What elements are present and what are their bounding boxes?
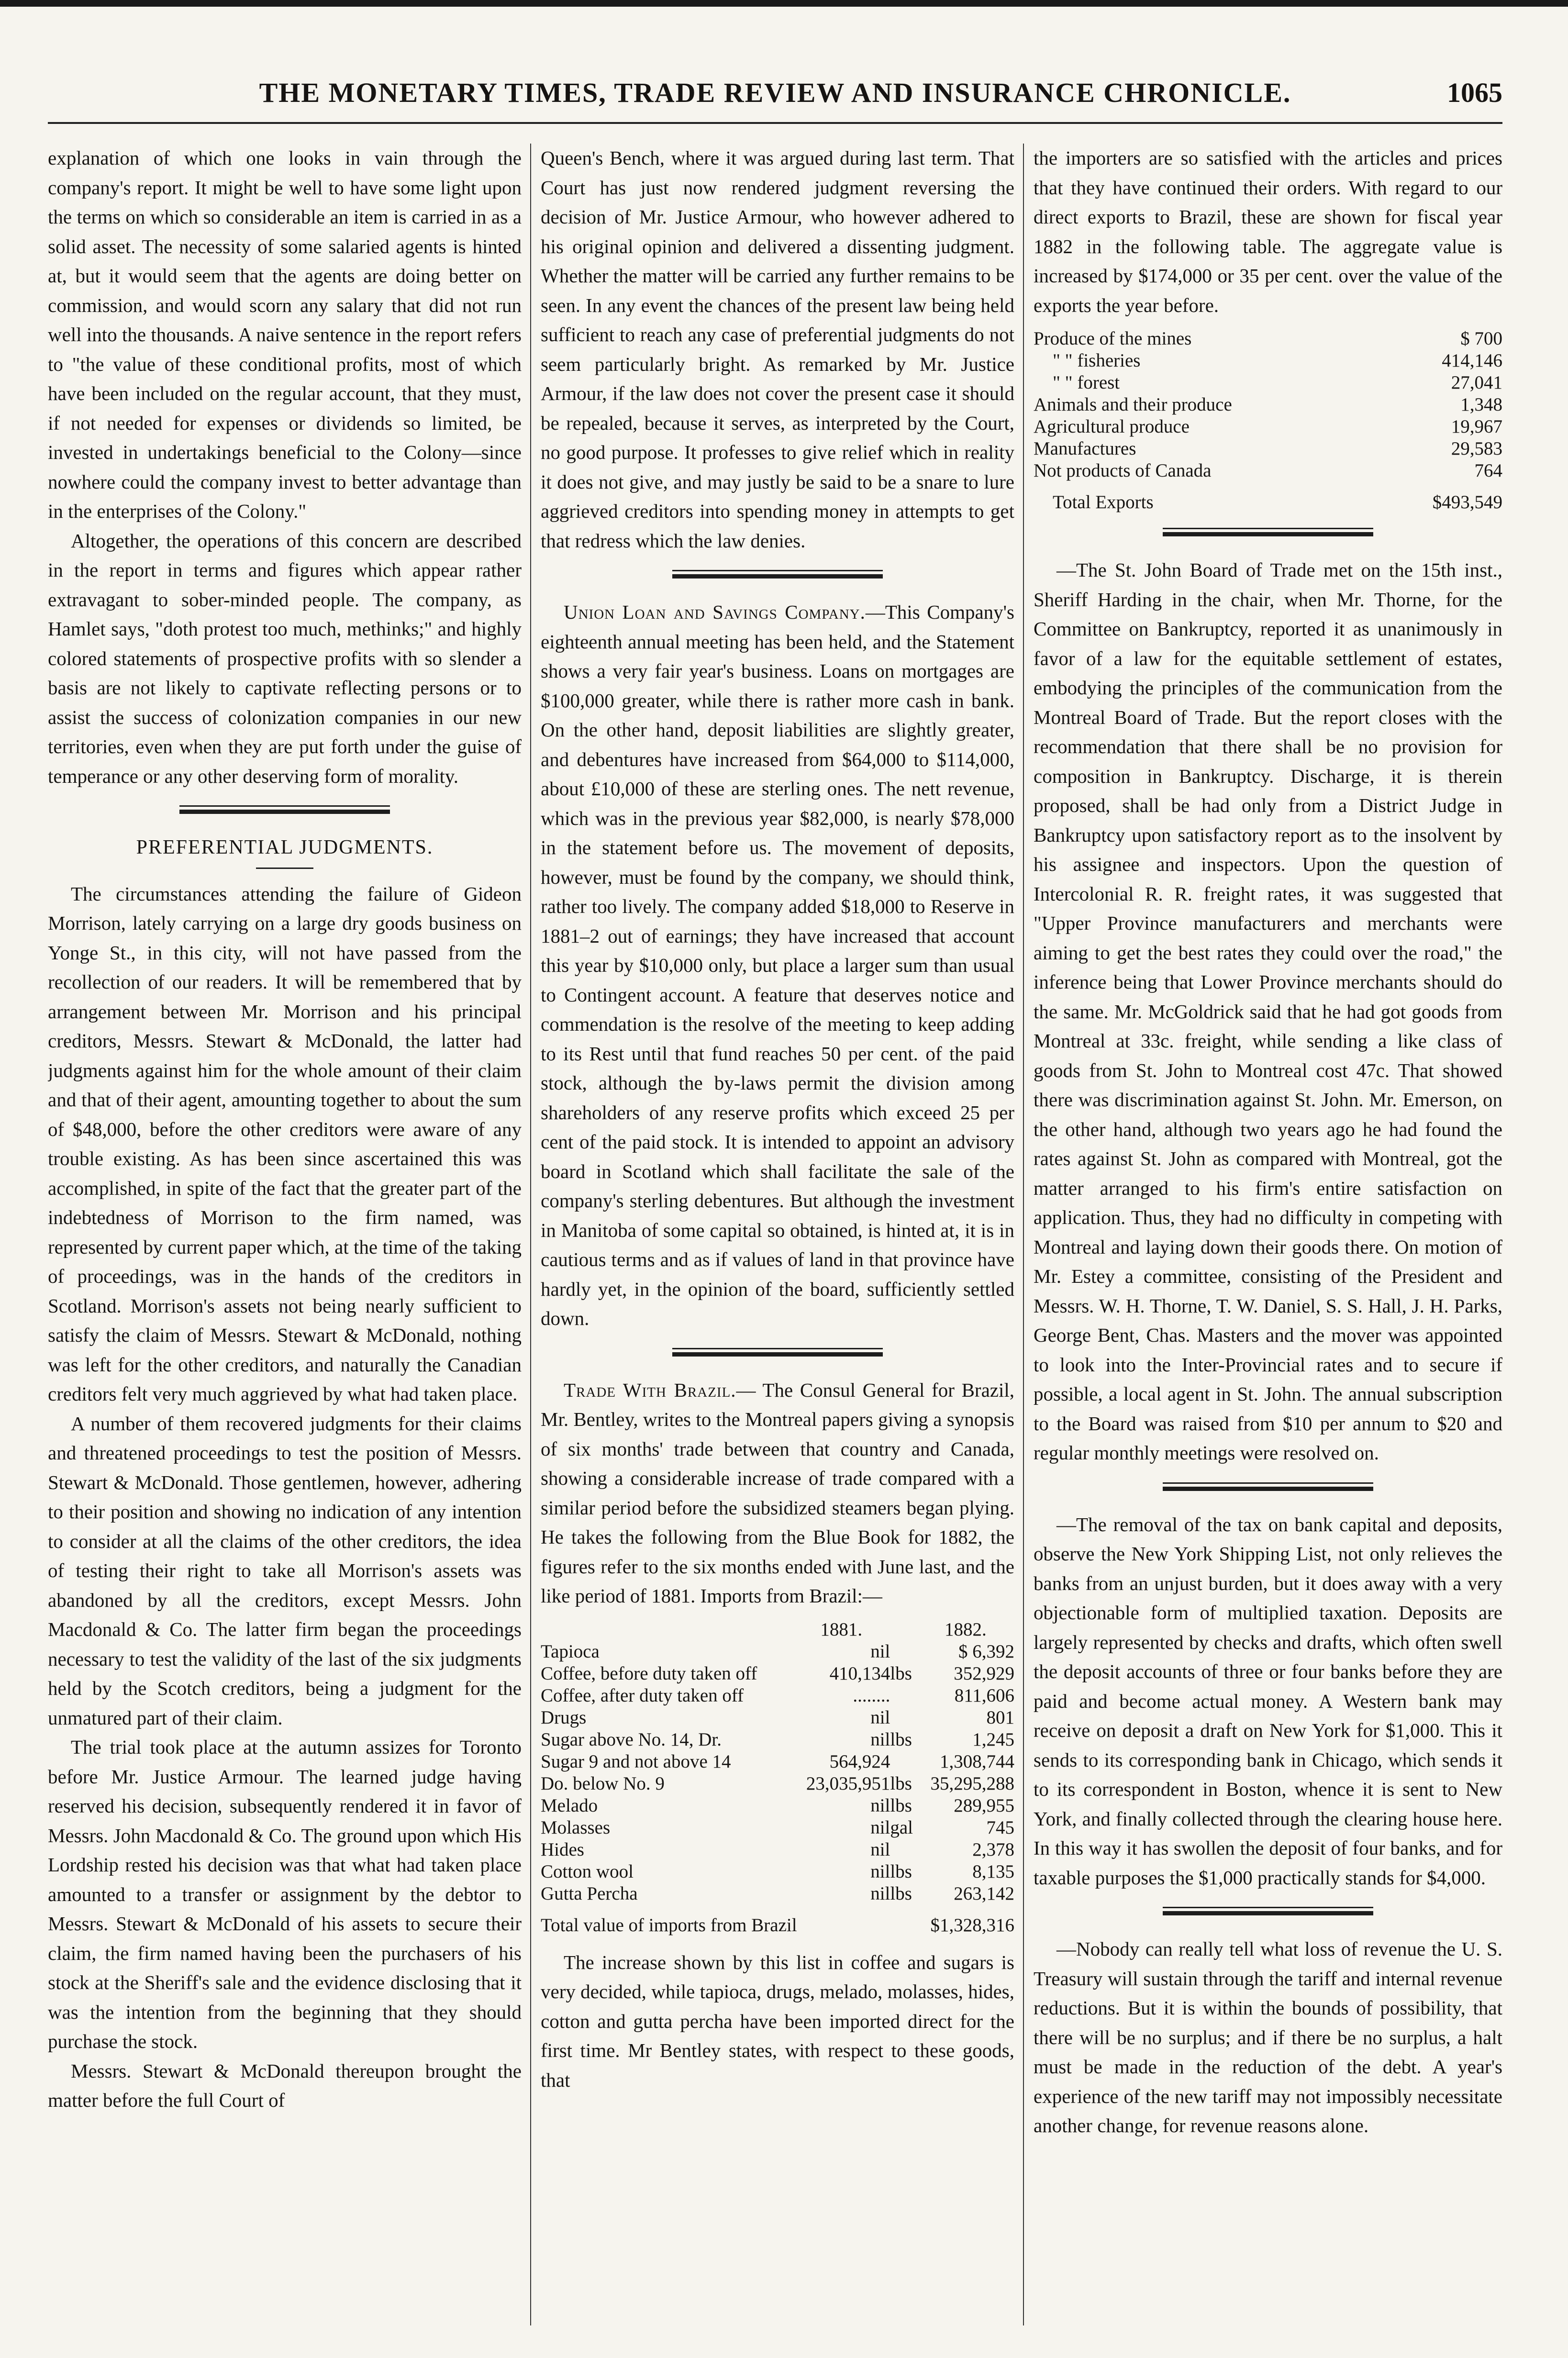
table-row: [541, 1729, 1014, 1751]
section-heading: PREFERENTIAL JUDGMENTS.: [136, 836, 434, 858]
row-label: Sugar 9 and not above 14: [541, 1751, 731, 1772]
value-1882: 263,142: [954, 1883, 1014, 1904]
paragraph: explanation of which one looks in vain through the company's report. It might be well to have some light upon the terms on which so considerable an item is carried in as a solid asset. The necessity of some salaried agents is hinted at, but it would seem that the agents are doing better on commission, and would scorn any salary that did not run well into the thousands. A naive sentence in the report refers to "the value of these conditional profits, most of which have been included on the regular account, that they must, if not needed for expenses or dividends so limited, be invested in undertakings beneficial to the Colony—since nowhere could the company invest to better advantage than in the enterprises of the Colony.": [48, 147, 522, 522]
column-right: [1034, 144, 1502, 2325]
item-text: —This Company's eighteenth annual meeting has been held, and the Statement shows a very fair year's business. Loans on mortgages are $100,000 greater, while there is rather more cash in bank. On the other hand, deposit liabilities are slightly greater, and debentures have increased from $64,000 to $114,000, about £10,000 of these are sterling ones. The nett revenue, which was in the previous year $82,000, is nearly $78,000 in the statement before us. The movement of deposits, however, must be found by the company, we should think, rather too lively. The company added $18,000 to Reserve in 1881–2 out of earnings; they have increased that account this year by $10,000 only, but place a larger sum than usual to Contingent account. A feature that deserves notice and commendation is the resolve of the meeting to keep adding to its Rest until that fund reaches 50 per cent. of the paid stock, although the by-laws permit the division among shareholders of any reserve profits which exceed 25 per cent of the paid stock. It is intended to appoint an advisory board in Scotland which shall facilitate the sale of the company's sterling debentures. But although the investment in Manitoba of some capital so obtained, is hinted at, it is in cautious terms and as if values of land in that province have hardly yet, in the opinion of the board, sufficiently settled down.: [541, 601, 1014, 1329]
row-label: Melado: [541, 1795, 598, 1816]
row-label: Coffee, after duty taken off: [541, 1685, 744, 1706]
row-label: Coffee, before duty taken off: [541, 1663, 757, 1684]
paragraph: Queen's Bench, where it was argued during last term. That Court has just now rendered judgment reversing the decision of Mr. Justice Armour, who however adhered to his original opinion and delivered a dissenting judgment. Whether the matter will be carried any further remains to be seen. In any event the chances of the present law being held sufficient to reach any case of preferential judgments do not seem particularly bright. As remarked by Mr. Justice Armour, if the law does not cover the present case it should be repealed, because it serves, as interpreted by the Court, no good purpose. It professes to give relief which in reality it does not give, and may justly be said to be a snare to lure aggrieved creditors into spending money in attempts to get that redress which the law denies.: [541, 147, 1014, 552]
row-value: 29,583: [1451, 438, 1502, 459]
value-1881: nil: [870, 1839, 890, 1860]
row-value: 1,348: [1460, 394, 1502, 415]
top-border: [0, 0, 1568, 7]
paragraph: Messrs. Stewart & McDonald thereupon brought the matter before the full Court of: [48, 2059, 522, 2111]
value-1882: 801: [986, 1707, 1014, 1728]
total-label: Total Exports: [1053, 492, 1154, 512]
row-value: 414,146: [1442, 350, 1502, 371]
header-rule: [48, 122, 1502, 124]
total-label: Total value of imports from Brazil: [541, 1914, 797, 1935]
value-1881: 23,035,951: [806, 1773, 890, 1794]
value-1881: ........: [853, 1685, 890, 1706]
row-label: Do. below No. 9: [541, 1773, 665, 1794]
value-1882: 745: [986, 1817, 1014, 1838]
value-1882: 1,308,744: [940, 1751, 1014, 1772]
item-lead: Trade With Brazil.: [564, 1379, 736, 1401]
value-1881: nil: [870, 1795, 890, 1816]
unit: [890, 1641, 916, 1663]
table-row: [541, 1795, 1014, 1817]
row-label: Molasses: [541, 1817, 611, 1838]
unit: [890, 1751, 916, 1773]
table-row: [1034, 372, 1502, 394]
table-header-row: [541, 1619, 1014, 1641]
column-divider: [1023, 144, 1024, 2325]
table-row: [541, 1817, 1014, 1839]
row-label: Sugar above No. 14, Dr.: [541, 1729, 722, 1750]
table-row: [541, 1663, 1014, 1685]
table-row: [541, 1839, 1014, 1861]
section-separator: [1163, 528, 1373, 536]
value-1881: nil: [870, 1861, 890, 1882]
table-row: [1034, 394, 1502, 416]
paragraph: Altogether, the operations of this concern are described in the report in terms and figures which appear rather extravagant to sober-minded people. The company, as Hamlet says, "doth protest too much, methinks;" and highly colored statements of prospective profits with so slender a basis are not likely to captivate reflecting persons or to assist the success of colonization companies in our new territories, even when they are put forth under the guise of temperance or any other deserving form of morality.: [48, 529, 522, 787]
total-row: [1034, 482, 1502, 513]
heading-rule: [256, 868, 313, 869]
page-title: THE MONETARY TIMES, TRADE REVIEW AND INSURANCE CHRONICLE.: [259, 77, 1291, 108]
paragraph: —The removal of the tax on bank capital and deposits, observe the New York Shipping List, not only relieves the banks from an unjust burden, but it does away with a very objectionable form of multiplied taxation. Deposits are largely represented by checks and drafts, which often swell the deposit accounts of three or four banks before they are paid and become actual money. A Western bank may receive on deposit a draft on New York for $1,000. This it sends to its corresponding bank in Chicago, which sends it to its correspondent in Boston, whence it is sent to New York, and finally collected through the clearing house here. In this way it has swollen the deposit of four banks, and for taxable purposes the $1,000 practically stands for $4,000.: [1034, 1513, 1502, 1889]
value-1882: 289,955: [954, 1795, 1014, 1816]
paragraph: —The St. John Board of Trade met on the 15th inst., Sheriff Harding in the chair, when Mr. Thorne, for the Committee on Bankruptcy, reported it as unanimously in favor of a law for the equitable settlement of estates, embodying the principles of the communication from the Montreal Board of Trade. But the report closes with the recommendation that there shall be no provision for composition in Bankruptcy. Discharge, it is therein proposed, shall be had only from a District Judge in Bankruptcy upon satisfactory report as to the insolvent by his assignee and inspectors. Upon the question of Intercolonial R. R. freight rates, it was suggested that "Upper Province manufacturers and merchants were aiming to get the best rates they could over the road," the inference being that Lower Province merchants should do the same. Mr. McGoldrick said that he had got goods from Montreal at 33c. freight, while sending a like class of goods from St. John to Montreal cost 47c. That showed there was discrimination against St. John. Mr. Emerson, on the other hand, although two years ago he had found the rates against St. John as compared with Montreal, got the matter arranged to his firm's entire satisfaction on application. Thus, they had no difficulty in competing with Montreal and laying down their goods there. On motion of Mr. Estey a committee, consisting of the President and Messrs. W. H. Thorne, T. W. Daniel, S. S. Hall, J. H. Parks, George Bent, Chas. Masters and the mover was appointed to look into the Inter-Provincial rates and to secure if possible, a local agent in St. John. The annual subscription to the Board was raised from $10 per annum to $20 and regular monthly meetings were resolved on.: [1034, 559, 1502, 1464]
news-item-union-loan: [541, 598, 1014, 1334]
row-label: " " forest: [1053, 372, 1120, 393]
paragraph: The increase shown by this list in coffee and sugars is very decided, while tapioca, drugs, melado, molasses, hides, cotton and gutta percha have been imported direct for the first time. Mr Bentley states, with respect to these goods, that: [541, 1951, 1014, 2091]
section-separator: [1163, 1907, 1373, 1915]
value-1881: nil: [870, 1641, 890, 1662]
table-row: [1034, 350, 1502, 372]
table-row: [1034, 416, 1502, 438]
column-divider: [530, 144, 531, 2325]
row-label: Agricultural produce: [1034, 416, 1190, 437]
row-label: Produce of the mines: [1034, 328, 1192, 349]
row-value: 27,041: [1451, 372, 1502, 393]
table-row: [541, 1751, 1014, 1773]
unit: gal: [890, 1817, 913, 1838]
table-row: [1034, 328, 1502, 350]
value-1882: 2,378: [972, 1839, 1014, 1860]
page-header: [48, 72, 1502, 115]
total-value: $1,328,316: [930, 1914, 1014, 1935]
column-header: 1882.: [945, 1619, 987, 1640]
value-1882: 35,295,288: [930, 1773, 1014, 1794]
paragraph: A number of them recovered judgments for their claims and threatened proceedings to test the position of Messrs. Stewart & McDonald. Those gentlemen, however, adhering to their position and showing no indication of any intention to consider at all the claims of the other creditors, the idea of testing their right to take all Morrison's assets was abandoned by all the creditors, except Messrs. John Macdonald & Co. The latter firm began the proceedings necessary to test the validity of the last of the six judgments held by the Scotch creditors, being a judgment for the unmatured part of their claim.: [48, 1412, 522, 1729]
value-1881: 410,134: [829, 1663, 890, 1684]
table-row: [541, 1707, 1014, 1729]
item-text: — The Consul General for Brazil, Mr. Bentley, writes to the Montreal papers giving a synopsis of six months' trade between that country and Canada, showing a considerable increase of trade compared with a similar period before the subsidized steamers began plying. He takes the following from the Blue Book for 1882, the figures refer to the six months ended with June last, and the like period of 1881. Imports from Brazil:—: [541, 1379, 1014, 1607]
row-value: $ 700: [1460, 328, 1502, 349]
unit: lbs: [890, 1729, 912, 1750]
paragraph: —Nobody can really tell what loss of revenue the U. S. Treasury will sustain through the tariff and internal revenue reductions. But it is within the bounds of possibility, that there will be no surplus; and if there be no surplus, a halt must be made in the reduction of the debt. A year's experience of the new tariff may not impossibly necessitate another change, for revenue reasons alone.: [1034, 1938, 1502, 2136]
value-1881: nil: [870, 1817, 890, 1838]
section-separator: [1163, 1482, 1373, 1491]
table-row: [1034, 460, 1502, 482]
row-label: Manufactures: [1034, 438, 1136, 459]
page-number: 1065: [1447, 77, 1502, 108]
section-separator: [179, 805, 390, 814]
exports-table: [1034, 328, 1502, 513]
paragraph: the importers are so satisfied with the articles and prices that they have continued their orders. With regard to our direct exports to Brazil, these are shown for fiscal year 1882 in the following table. The aggregate value is increased by $174,000 or 35 per cent. over the value of the exports the year before.: [1034, 147, 1502, 316]
unit: lbs: [890, 1795, 912, 1816]
section-separator: [672, 1348, 883, 1357]
unit: lbs: [890, 1861, 912, 1882]
column-left: [48, 144, 522, 2325]
unit: lbs: [890, 1663, 912, 1684]
total-row: [541, 1905, 1014, 1936]
row-label: Hides: [541, 1839, 584, 1860]
table-row: [541, 1641, 1014, 1663]
row-value: 19,967: [1451, 416, 1502, 437]
unit: lbs: [890, 1773, 912, 1794]
value-1882: $ 6,392: [958, 1641, 1014, 1662]
paragraph: The trial took place at the autumn assizes for Toronto before Mr. Justice Armour. The learned judge having reserved his decision, subsequently rendered it in favor of Messrs. John Macdonald & Co. The ground upon which His Lordship rested his decision was that what had taken place amounted to a transfer or assignment by the debtor to Messrs. Stewart & McDonald of his assets to secure their claim, the firm named having been the purchasers of his stock at the Sheriff's sale and the evidence disclosing that it was the intention from the beginning that they should purchase the stock.: [48, 1736, 522, 2052]
row-label: Gutta Percha: [541, 1883, 638, 1904]
row-label: Animals and their produce: [1034, 394, 1232, 415]
row-label: Tapioca: [541, 1641, 600, 1662]
value-1881: nil: [870, 1707, 890, 1728]
unit: [890, 1707, 916, 1729]
news-item-brazil: [541, 1376, 1014, 1611]
table-row: [541, 1861, 1014, 1883]
value-1882: 811,606: [954, 1685, 1014, 1706]
column-header: 1881.: [820, 1619, 863, 1640]
value-1881: 564,924: [829, 1751, 890, 1772]
total-value: $493,549: [1432, 492, 1502, 512]
table-row: [1034, 438, 1502, 460]
item-lead: Union Loan and Savings Company.: [564, 601, 866, 623]
value-1882: 8,135: [972, 1861, 1014, 1882]
value-1881: nil: [870, 1729, 890, 1750]
paragraph: The circumstances attending the failure of Gideon Morrison, lately carrying on a large dry goods business on Yonge St., in this city, will not have passed from the recollection of our readers. It will be remembered that by arrangement between Mr. Morrison and his principal creditors, Messrs. Stewart & McDonald, the latter had judgments against him for the whole amount of their claim and that of their agent, amounting together to about the sum of $48,000, before the other creditors were aware of any trouble existing. As has been since ascertained this was accomplished, in spite of the fact that the greater part of the indebtedness of Morrison to the firm named, was represented by current paper which, at the time of the taking of proceedings, was in the hands of the creditors in Scotland. Morrison's assets not being nearly sufficient to satisfy the claim of Messrs. Stewart & McDonald, nothing was left for the other creditors, and naturally the Canadian creditors felt very much aggrieved by what had taken place.: [48, 882, 522, 1405]
column-middle: [541, 144, 1014, 2325]
value-1881: nil: [870, 1883, 890, 1904]
table-row: [541, 1773, 1014, 1795]
unit: lbs: [890, 1883, 912, 1904]
value-1882: 1,245: [972, 1729, 1014, 1750]
row-label: Drugs: [541, 1707, 587, 1728]
row-label: Not products of Canada: [1034, 460, 1212, 481]
unit: [890, 1839, 916, 1861]
value-1882: 352,929: [954, 1663, 1014, 1684]
row-value: 764: [1474, 460, 1502, 481]
unit: [890, 1685, 916, 1707]
imports-table: [541, 1619, 1014, 1936]
table-row: [541, 1883, 1014, 1905]
table-row: [541, 1685, 1014, 1707]
row-label: " " fisheries: [1053, 350, 1141, 371]
section-separator: [672, 570, 883, 578]
row-label: Cotton wool: [541, 1861, 634, 1882]
